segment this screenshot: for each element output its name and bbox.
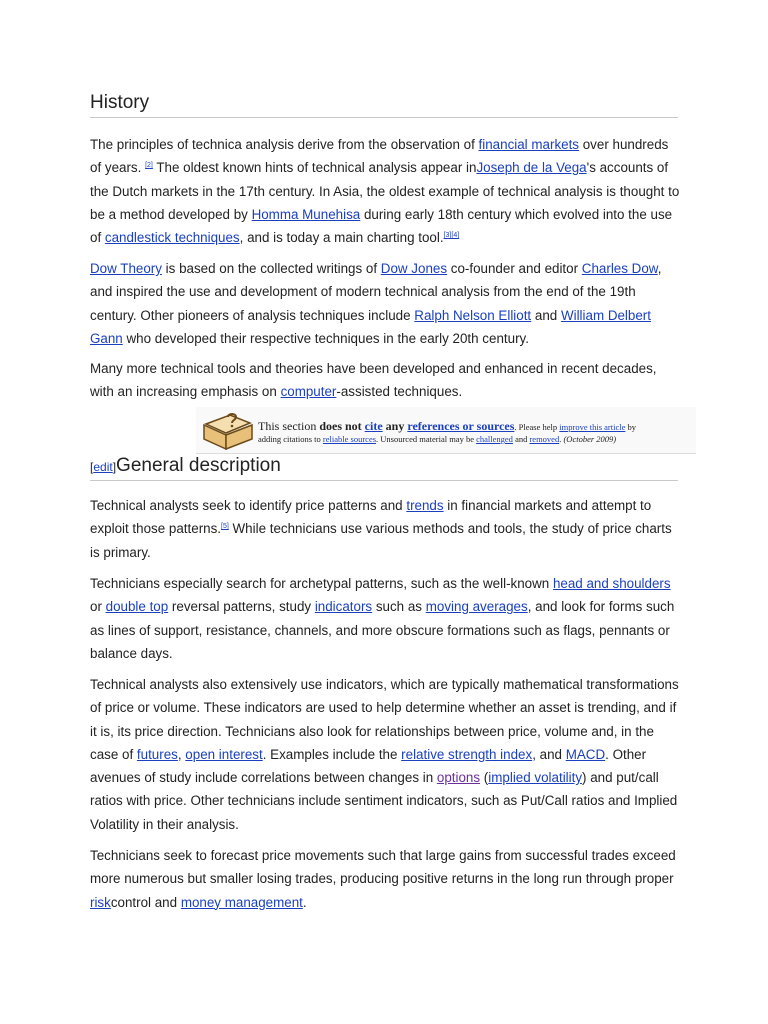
citation-3-4[interactable] xyxy=(444,232,460,239)
text: ( xyxy=(480,770,489,786)
link-improve-this-article[interactable]: improve this article xyxy=(559,422,626,432)
link-candlestick-techniques[interactable]: candlestick techniques xyxy=(104,230,240,246)
general-paragraph-2 xyxy=(90,572,680,665)
link-computer[interactable]: computer xyxy=(280,384,337,400)
text: over hundreds of years. xyxy=(90,137,669,176)
link-reliable-sources[interactable]: reliable sources xyxy=(322,434,377,444)
link-head-and-shoulders[interactable]: head and shoulders xyxy=(552,576,671,591)
notice-line-1 xyxy=(258,419,698,434)
history-paragraph-2 xyxy=(90,257,680,350)
link-macd[interactable]: MACD xyxy=(565,746,606,762)
link-trends[interactable]: trends xyxy=(406,498,444,513)
link-homma-munehisa[interactable]: Homma Munehisa xyxy=(251,206,361,222)
text: or xyxy=(90,599,106,615)
text: The oldest known hints of technical analysis appear in xyxy=(152,160,477,176)
text: who developed their respective techniques in the early 20th century. xyxy=(122,330,529,346)
text: . Please help xyxy=(514,422,560,432)
link-challenged[interactable]: challenged xyxy=(476,434,513,444)
link-dow-jones[interactable]: Dow Jones xyxy=(380,261,448,276)
link-implied-volatility[interactable]: implied volatility xyxy=(488,770,583,786)
link-futures[interactable]: futures xyxy=(136,746,178,762)
link-risk[interactable]: risk xyxy=(90,894,111,910)
text: , and is today a main charting tool. xyxy=(239,230,444,246)
text: is based on the collected writings of xyxy=(161,261,381,276)
edit-section xyxy=(90,460,116,474)
citation-link[interactable]: [3] xyxy=(443,232,452,240)
text: and xyxy=(512,434,530,444)
text: adding citations to xyxy=(258,434,323,444)
text: Technicians seek to forecast price movements such that large gains from successful trades exceed more numerous but smaller losing trades, producing positive returns in the long run through proper xyxy=(90,848,676,887)
text: . Examples include the xyxy=(262,746,402,762)
link-financial-markets[interactable]: financial markets xyxy=(478,137,580,152)
link-relative-strength-index[interactable]: relative strength index xyxy=(401,746,533,762)
link-money-management[interactable]: money management xyxy=(180,894,303,910)
link-double-top[interactable]: double top xyxy=(105,599,169,615)
text: , and look for forms such as lines of support, resistance, channels, and more obscure formations such as flags, pennants or balance days. xyxy=(90,599,675,661)
text: . xyxy=(559,434,564,444)
link-removed[interactable]: removed xyxy=(529,434,560,444)
text: Technicians especially search for archetypal patterns, such as the well-known xyxy=(90,576,553,591)
text: [ xyxy=(90,460,94,474)
text: during early 18th century which evolved into the use of xyxy=(90,206,673,246)
link-moving-averages[interactable]: moving averages xyxy=(425,599,528,615)
link-william-delbert-gann[interactable]: William Delbert Gann xyxy=(90,307,651,346)
link-ralph-nelson-elliott[interactable]: Ralph Nelson Elliott xyxy=(414,307,532,323)
text: such as xyxy=(372,599,426,615)
section-heading-history: History xyxy=(90,92,678,118)
citation-link[interactable]: [2] xyxy=(145,162,153,170)
notice-date: (October 2009) xyxy=(563,434,617,444)
text: The principles of technica analysis derive from the observation of xyxy=(90,137,479,152)
link-joseph-de-la-vega[interactable]: Joseph de la Vega xyxy=(476,160,587,176)
heading-text: General description xyxy=(116,455,281,476)
general-paragraph-1 xyxy=(90,494,680,564)
text: While technicians use various methods and tools, the study of price charts is primary. xyxy=(90,521,672,560)
link-open-interest[interactable]: open interest xyxy=(185,746,263,762)
history-paragraph-3 xyxy=(90,357,680,404)
text: in financial markets and attempt to exploit those patterns. xyxy=(90,498,652,537)
notice-line-2 xyxy=(258,434,698,444)
text: , and inspired the use and development of modern technical analysis from the end of the 19th century. Other pioneers of analysis techniques include xyxy=(90,261,662,323)
text: . xyxy=(302,894,307,910)
link-options[interactable]: options xyxy=(436,770,481,786)
link-charles-dow[interactable]: Charles Dow xyxy=(581,261,658,276)
text: control and xyxy=(110,894,181,910)
general-paragraph-4 xyxy=(90,844,680,914)
link-references-or-sources[interactable]: references or sources xyxy=(407,419,515,433)
text: 's accounts of the Dutch markets in the 17th century. In Asia, the oldest example of technical analysis is thought to be a method developed by xyxy=(90,160,680,222)
general-paragraph-3 xyxy=(90,673,680,836)
text: Technical analysts seek to identify price patterns and xyxy=(90,498,407,513)
text: and xyxy=(531,307,561,323)
citation-link[interactable]: [5] xyxy=(221,523,229,531)
citation-5[interactable] xyxy=(221,523,229,530)
citation-2[interactable] xyxy=(145,162,153,169)
text: . Unsourced material may be xyxy=(376,434,477,444)
text: Many more technical tools and theories have been developed and enhanced in recent decades, with an increasing emphasis on xyxy=(90,361,657,400)
text: Technical analysts also extensively use indicators, which are typically mathematical transformations of price or volume. These indicators are used to help determine whether an asset is trending, and if it is, its price direction. Technicians also look for relationships between price, volume and, in the case of xyxy=(90,677,679,762)
text: any xyxy=(382,419,408,433)
link-cite[interactable]: cite xyxy=(364,419,383,433)
text: ] xyxy=(112,460,117,474)
section-heading-general-description xyxy=(90,455,678,481)
edit-link[interactable]: edit xyxy=(93,460,113,474)
citation-link[interactable]: [4] xyxy=(451,232,460,240)
text: , xyxy=(177,746,186,762)
text: by xyxy=(625,422,636,432)
link-indicators[interactable]: indicators xyxy=(314,599,373,615)
text: reversal patterns, study xyxy=(168,599,315,615)
text: -assisted techniques. xyxy=(336,384,463,400)
text: ) and put/call ratios with price. Other technicians include sentiment indicators, such as Put/Call ratios and Implied Volatility in their analysis. xyxy=(90,770,678,832)
history-paragraph-1 xyxy=(90,133,680,249)
link-dow-theory[interactable]: Dow Theory xyxy=(90,261,162,276)
text: co-founder and editor xyxy=(447,261,582,276)
unreferenced-notice xyxy=(196,407,696,454)
text: does not xyxy=(319,419,365,433)
text: , and xyxy=(532,746,566,762)
text: . Other avenues of study include correlations between changes in xyxy=(90,746,647,786)
text: This section xyxy=(258,419,320,433)
book-question-icon xyxy=(202,411,254,451)
